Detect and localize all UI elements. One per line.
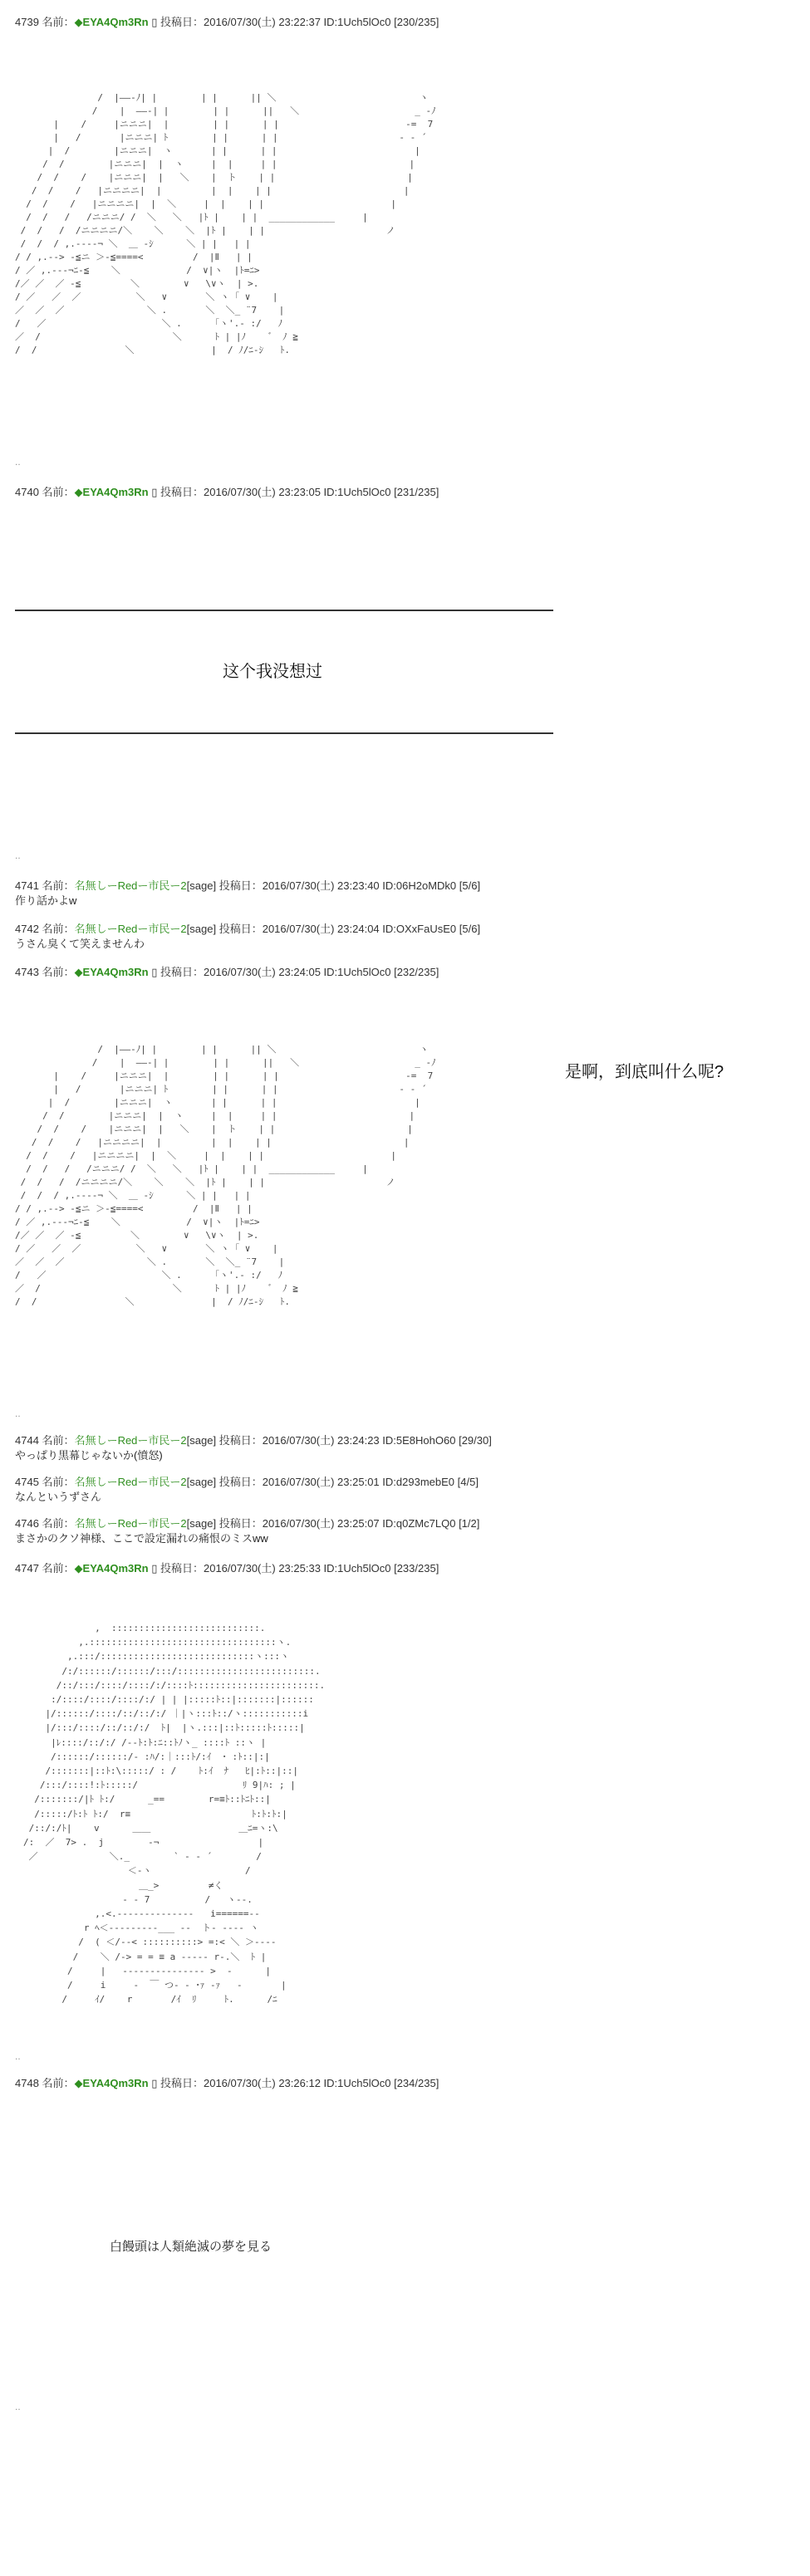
post-count: [5/6] bbox=[459, 923, 481, 935]
post-number: 4740 bbox=[15, 486, 39, 498]
ascii-art-figure-repeat: / |――-ﾉ| | | | || ＼ ヽ / | ――-| | | | || ＼ _ -ﾉ | / |ニニニ| | | | | | ‐= 7 | / |ニニニ| ﾄ | | | | ‐ ‐ ´ | / |ニニニ| ヽ | | | | | / / |ニニニ| | ヽ | | | | | / / / |ニニニ| | ＼ | ト | | | / / / |ニニニニ| | | | | | | / / / |ニニニニ| | ＼ | | | | | / / / /ニニニ/ / ＼ ＼ |ﾄ | | | ____________ | / / / /ニニニニ/＼ ＼ ＼ |ﾄ | | | ノ / / / ,.--‐‐¬ ＼ ＿ -ｼ ＼ | | | | / / ,.--> ‐≦ニ ＞-≦====< / |Ⅱ | | / ／ ,.--‐¬ﾆ-≦ ＼ / ∨|ヽ |ﾄ=ﾆ> /／ ／ ／ -≦ ＼ ∨ \∨ヽ | >. / ／ ／ ／ ＼ ∨ ＼ ヽ ｢ ∨ | ／ ／ ／ ＼ . ＼ ＼_ ¨7 | / ／ ＼ . ｢ヽ'.‐ :/ ﾉ ／ / ＼ ﾄ | |ﾉ ゛ ﾉ ≧ / / ＼ | / ﾉ/ﾆ-ｼ ﾄ. bbox=[15, 1044, 436, 1307]
date-label: 投稿日： bbox=[160, 16, 204, 28]
post-header-4748 bbox=[15, 2076, 439, 2091]
date-label: 投稿日： bbox=[218, 1434, 263, 1447]
poster-trip[interactable]: ◆EYA4Qm3Rn bbox=[74, 1562, 149, 1574]
post-number: 4747 bbox=[15, 1562, 39, 1574]
post-count: [234/235] bbox=[394, 2077, 439, 2089]
post-count: [1/2] bbox=[459, 1517, 480, 1530]
post-header-4740 bbox=[15, 485, 439, 500]
post-id[interactable]: ID:1Uch5lOc0 bbox=[323, 16, 391, 28]
post-number: 4746 bbox=[15, 1517, 39, 1530]
post-id[interactable]: ID:1Uch5lOc0 bbox=[323, 2077, 391, 2089]
name-label: 名前： bbox=[42, 923, 75, 935]
post-header-4739 bbox=[15, 15, 439, 30]
name-label: 名前： bbox=[42, 966, 75, 978]
post-number: 4745 bbox=[15, 1476, 39, 1488]
date-label: 投稿日： bbox=[218, 923, 263, 935]
date-label: 投稿日： bbox=[160, 2077, 204, 2089]
date-label: 投稿日： bbox=[218, 879, 263, 892]
post-body: まさかのクソ神様、ここで設定漏れの痛恨のミスww bbox=[15, 1532, 268, 1545]
separator-dot: ‥ bbox=[15, 458, 21, 468]
name-label: 名前： bbox=[42, 879, 75, 892]
post-header-4743 bbox=[15, 965, 439, 980]
post-number: 4748 bbox=[15, 2077, 39, 2089]
post-header-4746 bbox=[15, 1516, 479, 1531]
post-number: 4742 bbox=[15, 923, 39, 935]
post-date: 2016/07/30(土) 23:23:40 bbox=[262, 879, 380, 892]
post-id[interactable]: ID:OXxFaUsE0 bbox=[382, 923, 457, 935]
post-body: うさん臭くて笑えませんわ bbox=[15, 938, 145, 950]
post-count: [29/30] bbox=[459, 1434, 492, 1447]
post-header-4747 bbox=[15, 1561, 439, 1576]
date-label: 投稿日： bbox=[160, 486, 204, 498]
date-label: 投稿日： bbox=[160, 1562, 204, 1574]
post-number: 4741 bbox=[15, 879, 39, 892]
post-header-4742 bbox=[15, 922, 480, 937]
date-label: 投稿日： bbox=[218, 1517, 263, 1530]
caption-text: 是啊，到底叫什么呢? bbox=[565, 1063, 724, 1081]
post-body: なんというずさん bbox=[15, 1491, 102, 1503]
post-date: 2016/07/30(土) 23:24:04 bbox=[262, 923, 380, 935]
poster-trip[interactable]: ◆EYA4Qm3Rn bbox=[74, 966, 149, 978]
post-number: 4739 bbox=[15, 16, 39, 28]
post-date: 2016/07/30(土) 23:26:12 bbox=[203, 2077, 321, 2089]
post-count: [232/235] bbox=[394, 966, 439, 978]
name-label: 名前： bbox=[42, 486, 75, 498]
post-date: 2016/07/30(土) 23:25:07 bbox=[262, 1517, 380, 1530]
post-date: 2016/07/30(土) 23:23:05 bbox=[203, 486, 321, 498]
post-date: 2016/07/30(土) 23:24:05 bbox=[203, 966, 321, 978]
post-date: 2016/07/30(土) 23:24:23 bbox=[262, 1434, 380, 1447]
name-label: 名前： bbox=[42, 1517, 75, 1530]
sage-tag: [sage] bbox=[186, 1476, 217, 1488]
sage-tag: [sage] bbox=[186, 1517, 217, 1530]
separator-dot: ‥ bbox=[15, 1410, 21, 1419]
mark-icon: ▯ bbox=[151, 1562, 158, 1574]
poster-name[interactable]: 名無しーRedー市民ー2 bbox=[74, 1434, 187, 1447]
separator-dot: ‥ bbox=[15, 2053, 21, 2062]
post-count: [5/6] bbox=[459, 879, 481, 892]
post-id[interactable]: ID:q0ZMc7LQ0 bbox=[382, 1517, 456, 1530]
poster-name[interactable]: 名無しーRedー市民ー2 bbox=[74, 923, 187, 935]
post-id[interactable]: ID:1Uch5lOc0 bbox=[323, 1562, 391, 1574]
post-body: 作り話かよw bbox=[15, 894, 77, 907]
post-header-4741 bbox=[15, 879, 480, 894]
post-number: 4744 bbox=[15, 1434, 39, 1447]
post-count: [230/235] bbox=[394, 16, 439, 28]
poster-name[interactable]: 名無しーRedー市民ー2 bbox=[74, 1476, 187, 1488]
mark-icon: ▯ bbox=[151, 16, 158, 28]
post-id[interactable]: ID:06H2oMDk0 bbox=[382, 879, 457, 892]
divider-line-top bbox=[15, 610, 553, 611]
post-body: やっぱり黒幕じゃないか(憤怒) bbox=[15, 1449, 163, 1462]
divider-line-bottom bbox=[15, 732, 553, 734]
poster-trip[interactable]: ◆EYA4Qm3Rn bbox=[74, 2077, 149, 2089]
post-number: 4743 bbox=[15, 966, 39, 978]
name-label: 名前： bbox=[42, 1476, 75, 1488]
separator-dot: ‥ bbox=[15, 2403, 21, 2412]
mark-icon: ▯ bbox=[151, 2077, 158, 2089]
post-id[interactable]: ID:d293mebE0 bbox=[382, 1476, 455, 1488]
post-date: 2016/07/30(土) 23:22:37 bbox=[203, 16, 321, 28]
name-label: 名前： bbox=[42, 1562, 75, 1574]
name-label: 名前： bbox=[42, 1434, 75, 1447]
poster-trip[interactable]: ◆EYA4Qm3Rn bbox=[74, 16, 149, 28]
poster-name[interactable]: 名無しーRedー市民ー2 bbox=[74, 879, 187, 892]
mark-icon: ▯ bbox=[151, 486, 158, 498]
date-label: 投稿日： bbox=[160, 966, 204, 978]
sage-tag: [sage] bbox=[186, 1434, 217, 1447]
separator-dot: ‥ bbox=[15, 852, 21, 861]
post-date: 2016/07/30(土) 23:25:01 bbox=[262, 1476, 380, 1488]
post-id[interactable]: ID:5E8HohO60 bbox=[382, 1434, 456, 1447]
sage-tag: [sage] bbox=[186, 923, 217, 935]
post-header-4745 bbox=[15, 1475, 479, 1490]
name-label: 名前： bbox=[42, 2077, 75, 2089]
post-date: 2016/07/30(土) 23:25:33 bbox=[203, 1562, 321, 1574]
ascii-art-figure: / |――-ﾉ| | | | || ＼ ヽ / | ――-| | | | || ＼ _ -ﾉ | / |ニニニ| | | | | | ‐= 7 | / |ニニニ| ﾄ | | | | ‐ ‐ ´ | / |ニニニ| ヽ | | | | | / / |ニニニ| | ヽ | | | | | / / / |ニニニ| | ＼ | ト | | | / / / |ニニニニ| | | | | | | / / / |ニニニニ| | ＼ | | | | | / / / /ニニニ/ / ＼ ＼ |ﾄ | | | ____________ | / / / /ニニニニ/＼ ＼ ＼ |ﾄ | | | ノ / / / ,.--‐‐¬ ＼ ＿ -ｼ ＼ | | | | / / ,.--> ‐≦ニ ＞-≦====< / |Ⅱ | | / ／ ,.--‐¬ﾆ-≦ ＼ / ∨|ヽ |ﾄ=ﾆ> /／ ／ ／ -≦ ＼ ∨ \∨ヽ | >. / ／ ／ ／ ＼ ∨ ＼ ヽ ｢ ∨ | ／ ／ ／ ＼ . ＼ ＼_ ¨7 | / ／ ＼ . ｢ヽ'.‐ :/ ﾉ ／ / ＼ ﾄ | |ﾉ ゛ ﾉ ≧ / / ＼ | / ﾉ/ﾆ-ｼ ﾄ. bbox=[15, 92, 436, 355]
post-id[interactable]: ID:1Uch5lOc0 bbox=[323, 966, 391, 978]
poster-trip[interactable]: ◆EYA4Qm3Rn bbox=[74, 486, 149, 498]
name-label: 名前： bbox=[42, 16, 75, 28]
poster-name[interactable]: 名無しーRedー市民ー2 bbox=[74, 1517, 187, 1530]
post-count: [233/235] bbox=[394, 1562, 439, 1574]
date-label: 投稿日： bbox=[218, 1476, 263, 1488]
post-count: [4/5] bbox=[457, 1476, 479, 1488]
post-id[interactable]: ID:1Uch5lOc0 bbox=[323, 486, 391, 498]
sage-tag: [sage] bbox=[186, 879, 217, 892]
post-body: 白饅頭は人類絶滅の夢を見る bbox=[110, 2240, 272, 2254]
caption-text: 这个我没想过 bbox=[223, 663, 322, 681]
mark-icon: ▯ bbox=[151, 966, 158, 978]
post-count: [231/235] bbox=[394, 486, 439, 498]
post-header-4744 bbox=[15, 1433, 492, 1448]
ascii-art-face: , :::::::::::::::::::::::::::. ,.::::::::::::::::::::::::::::::::::ヽ. ,.:::/::::::::::::::::::::::::::::ヽ:::ヽ /:/::::::/::::::/:::/:::::::::::::::::::::::::. /::/:::/::::/::::/:/::::ﾄ:::::::::::::::::::::::. :/::::/::::/::::/:/ | | |:::::ﾄ::|:::::::|:::::: |/::::::/::::/::/::/:/ ｜|ヽ:::ﾄ::/ヽ:::::::::::i |/:::/::::/::/::/:/ ﾄ| |ヽ.:::|::ﾄ:::::ﾄ:::::| |ﾚ::::/::/:/ /‐‐ﾄ:ﾄ:ﾆ::ﾄﾉヽ_ ::::ﾄ ::ヽ | /::::::/::::::/- :ﾊ/:｜:::ﾄ/:ｲ ･ :ﾄ::|:| /:::::::|::ﾄ:\:::::/ : / ﾄ:ｲ ﾅ ﾋ|:ﾄ::|::| /:::/::::!:ﾄ:::::/ ﾘ 9|ﾊ: ; | /:::::::/|ﾄ ﾄ:/ _== r=≡ﾄ::ﾄﾆﾄ::| /:::::/ﾄ:ﾄ ﾄ:/ r≡ ﾄ:ﾄ:ﾄ:| /::/:/ﾄ| v ＿＿ ＿ﾆ=ヽ:\ /: ／ 7> . j ‐¬ | ／ ＼._ ` ‐ ‐ ´ / ＜‐ヽ / ＿_> ≠く ‐ ‐ 7 / ヽ‐‐. ,.<.‐‐‐‐‐‐‐‐‐‐‐‐‐‐ i======‐- r ﾍ＜‐‐‐‐‐‐‐‐‐___ ‐‐ ト‐ ‐‐‐‐ ヽ / ( ＜/‐‐< ::::::::::> =:< ＼ ＞-‐‐‐ / ＼ /‐> = = ≡ a ‐‐‐‐‐ r‐.＼ ﾄ | / | ‐‐‐‐‐‐‐‐‐‐‐‐‐‐‐ > ‐ | / i ‐ ￣ つ‐ ‐ ･ｧ ‐ｧ ‐ | / ｲ/ r /ｲ ﾘ ﾄ. /ﾆ bbox=[23, 1623, 326, 2005]
